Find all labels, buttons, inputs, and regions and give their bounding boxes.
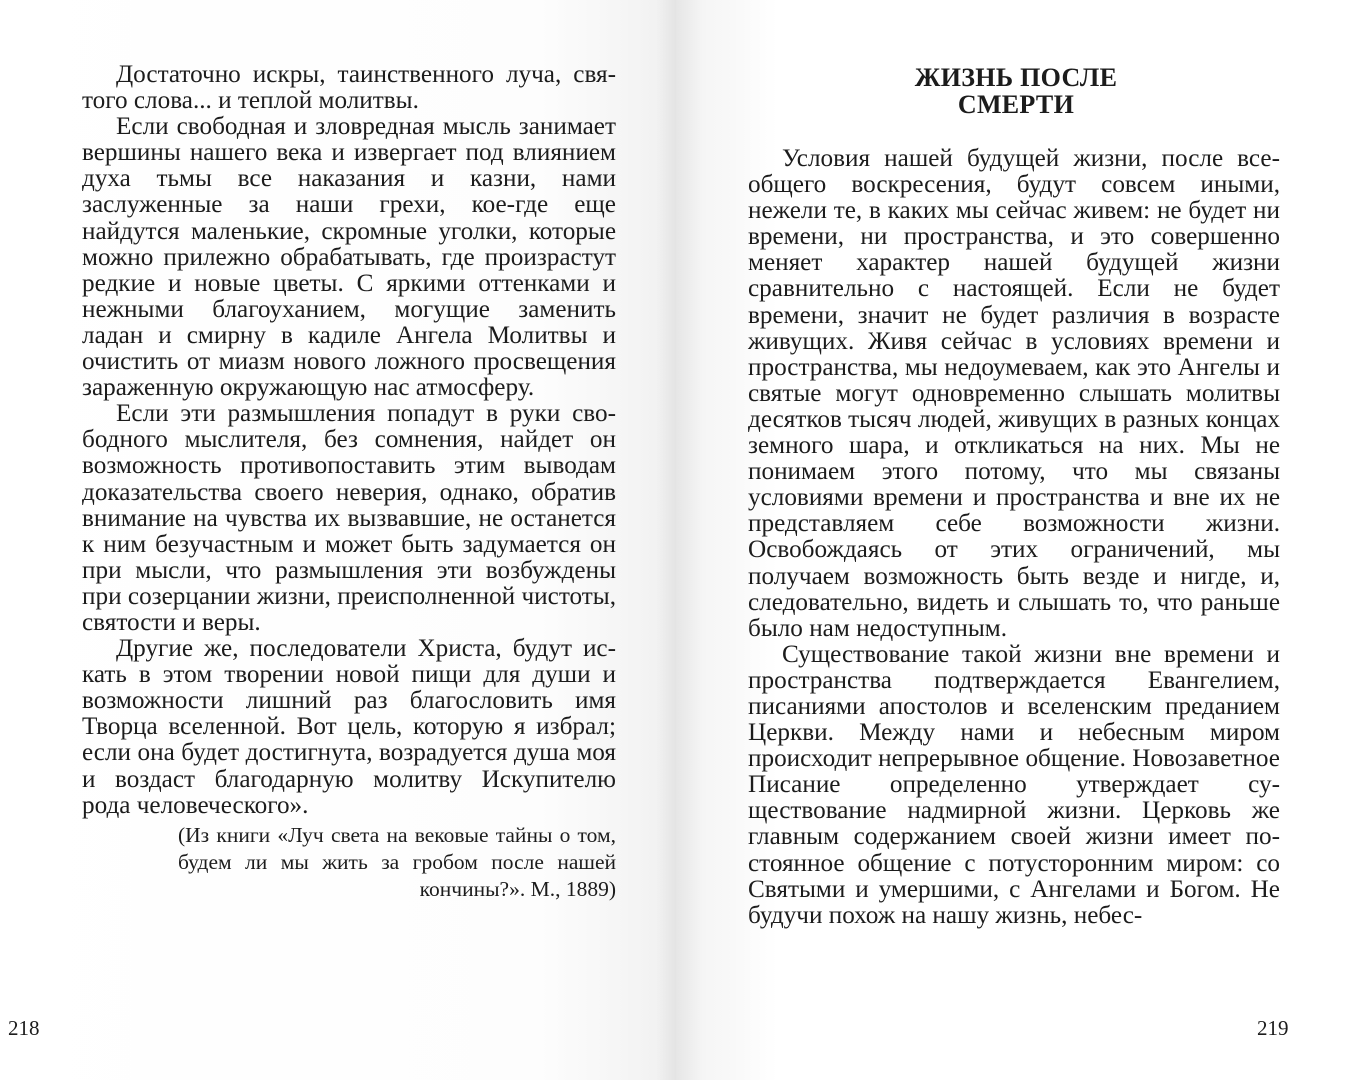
paragraph: Существование такой жизни вне времени и пространства подтверждается Евангелием, писаниями апостолов и вселенским преданием Церкви. Между нами и небесным миром происходит непрерывное общение. Новозаветное Писание определенно утверждает существование надмирной жизни. Церковь же главным содержанием своей жизни имеет постоянное общение с потусторонним миром: со Святыми и умершими, с Ангелами и Богом. Не будучи похож на нашу жизнь, небес- — [748, 640, 1280, 929]
left-page-body — [82, 62, 616, 903]
page-number-right: 219 — [1257, 1016, 1289, 1040]
chapter-title-line-2: СМЕРТИ — [957, 90, 1075, 119]
paragraph: Если эти размышления попадут в руки свободного мыслителя, без сомнения, найдет он возможность противопоставить этим выводам доказательства своего неверия, однако, обратив внимание на чувства их вызвавшие, не останется к ним безучастным и может быть задумается он при мысли, что размышления эти возбуждены при созерцании жизни, преисполненной чистоты, святости и веры. — [82, 400, 616, 636]
chapter-title — [836, 64, 1196, 118]
paragraph: Условия нашей будущей жизни, после всеобщего воскресения, будут совсем иными, нежели те, в каких мы сейчас живем: не будет ни времени, ни пространства, и это совершенно меняет характер нашей будущей жизни сравнительно с настоящей. Если не будет времени, значит не будет различия в возрасте живущих. Живя сейчас в условиях времени и пространства, мы недоумеваем, как это Ангелы и святые могут одновременно слышать молитвы десятков тысяч людей, живущих в разных концах земного шара, и откликаться на них. Мы не понимаем этого потому, что мы связаны условиями времени и пространства и вне их не представляем себе возможности жизни. Освобождаясь от этих ограничений, мы получаем возможность быть везде и нигде, и, следовательно, видеть и слышать то, что раньше было нам недоступным. — [748, 145, 1280, 642]
chapter-title-line-1: ЖИЗНЬ ПОСЛЕ — [914, 63, 1118, 92]
paragraph: Если свободная и зловредная мысль занимает вершины нашего века и извергает под влиянием духа тьмы все наказания и казни, нами заслуженные за наши грехи, кое-где еще найдутся маленькие, скромные уголки, которые можно прилежно обрабатывать, где произрастут редкие и новые цветы. С яркими оттенками и нежными благоуханием, могущие заменить ладан и смирну в кадиле Ангела Молитвы и очистить от миазм нового ложного просвещения зараженную окружающую нас атмосферу. — [82, 113, 616, 402]
right-page — [676, 0, 1353, 1080]
paragraph: Другие же, последователи Христа, будут искать в этом творении новой пищи для души и возможности лишний раз благословить имя Творца вселенной. Вот цель, которую я избрал; если она будет достигнута, возрадуется душа моя и воздаст благодарную молитву Искупителю рода человеческого». — [82, 635, 616, 819]
left-page — [0, 0, 676, 1080]
source-citation: (Из книги «Луч света на вековые тайны о том, будем ли мы жить за гробом после нашей кончины?». М., 1889) — [178, 822, 616, 901]
paragraph: Достаточно искры, таинственного луча, святого слова... и теплой молитвы. — [82, 61, 616, 115]
page-number-left: 218 — [8, 1016, 40, 1040]
right-page-body — [748, 146, 1280, 929]
